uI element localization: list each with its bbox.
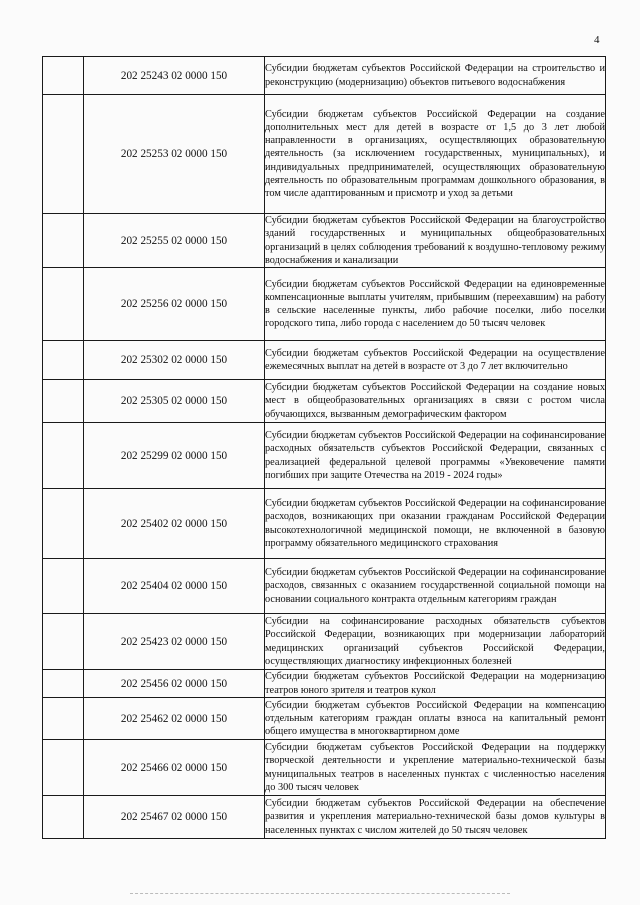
empty-cell [43, 698, 84, 740]
table-row [43, 559, 606, 614]
table-row [43, 489, 606, 559]
table-row [43, 214, 606, 268]
table-row [43, 268, 606, 341]
empty-cell [43, 740, 84, 796]
table-row [43, 698, 606, 740]
subsidy-description: Субсидии на софинансирование расходных обязательств субъектов Российской Федерации, возникающих при модернизации лабораторий медицинских организаций субъектов Российской Федерации, осуществляющих диагностику инфекционных болезней [265, 614, 606, 670]
budget-code: 202 25402 02 0000 150 [84, 489, 265, 559]
budget-code: 202 25305 02 0000 150 [84, 380, 265, 423]
table-row [43, 380, 606, 423]
empty-cell [43, 796, 84, 839]
budget-code: 202 25466 02 0000 150 [84, 740, 265, 796]
empty-cell [43, 614, 84, 670]
budget-code: 202 25299 02 0000 150 [84, 423, 265, 489]
budget-code: 202 25467 02 0000 150 [84, 796, 265, 839]
empty-cell [43, 95, 84, 214]
subsidy-description: Субсидии бюджетам субъектов Российской Федерации на софинансирование расходов, возникающих при оказании гражданам Российской Федерации высокотехнологичной медицинской помощи, не включенной в базовую программу обязательного медицинского страхования [265, 489, 606, 559]
budget-code: 202 25423 02 0000 150 [84, 614, 265, 670]
table-row [43, 57, 606, 95]
empty-cell [43, 559, 84, 614]
subsidy-description: Субсидии бюджетам субъектов Российской Федерации на создание новых мест в общеобразовательных организациях в связи с ростом числа обучающихся, вызванным демографическим фактором [265, 380, 606, 423]
subsidy-description: Субсидии бюджетам субъектов Российской Федерации на обеспечение развития и укрепления материально-технической базы домов культуры в населенных пунктах с числом жителей до 50 тысяч человек [265, 796, 606, 839]
subsidy-description: Субсидии бюджетам субъектов Российской Федерации на модернизацию театров юного зрителя и театров кукол [265, 671, 605, 696]
empty-cell [43, 380, 84, 423]
empty-cell [43, 341, 84, 380]
subsidy-description: Субсидии бюджетам субъектов Российской Федерации на компенсацию отдельным категориям граждан оплаты взноса на капитальный ремонт общего имущества в многоквартирном доме [265, 698, 606, 740]
table-row [43, 740, 606, 796]
budget-code: 202 25253 02 0000 150 [84, 95, 265, 214]
page-bottom-rule [130, 893, 510, 895]
table-row [43, 796, 606, 839]
subsidy-description: Субсидии бюджетам субъектов Российской Федерации на создание дополнительных мест для детей в возрасте от 1,5 до 3 лет любой направленности в организациях, осуществляющих образовательную деятельность (за исключением государственных, муниципальных), и индивидуальных предпринимателей, осуществляющих образовательную деятельность по образовательным программам дошкольного образования, в том числе адаптированным и присмотр и уход за детьми [265, 95, 606, 214]
subsidy-description: Субсидии бюджетам субъектов Российской Федерации на софинансирование расходов, связанных с оказанием государственной социальной помощи на основании социального контракта отдельным категориям граждан [265, 559, 606, 614]
empty-cell [43, 489, 84, 559]
empty-cell [43, 670, 84, 698]
subsidy-description: Субсидии бюджетам субъектов Российской Федерации на осуществление ежемесячных выплат на детей в возрасте от 3 до 7 лет включительно [265, 341, 606, 380]
table-row [43, 341, 606, 380]
subsidy-description: Субсидии бюджетам субъектов Российской Федерации на единовременные компенсационные выплаты учителям, прибывшим (переехавшим) на работу в сельские населенные пункты, либо рабочие поселки, либо поселки городского типа, либо города с населением до 50 тысяч человек [265, 268, 606, 341]
subsidy-description: Субсидии бюджетам субъектов Российской Федерации на поддержку творческой деятельности и укрепление материально-технической базы муниципальных театров в населенных пунктах с численностью населения до 300 тысяч человек [265, 740, 606, 796]
table-row [43, 423, 606, 489]
budget-code: 202 25462 02 0000 150 [84, 698, 265, 740]
empty-cell [43, 57, 84, 95]
table-row [43, 95, 606, 214]
budget-code: 202 25302 02 0000 150 [84, 341, 265, 380]
subsidy-description: Субсидии бюджетам субъектов Российской Федерации на благоустройство зданий государственных и муниципальных общеобразовательных организаций в целях соблюдения требований к воздушно-тепловому режиму водоснабжения и канализации [265, 215, 605, 266]
empty-cell [43, 268, 84, 341]
budget-code: 202 25256 02 0000 150 [84, 268, 265, 341]
budget-code: 202 25456 02 0000 150 [84, 670, 265, 698]
empty-cell [43, 423, 84, 489]
page-number: 4 [594, 34, 600, 46]
budget-code: 202 25243 02 0000 150 [84, 57, 265, 95]
budget-code: 202 25404 02 0000 150 [84, 559, 265, 614]
table-row [43, 614, 606, 670]
table-row [43, 670, 606, 698]
subsidy-description: Субсидии бюджетам субъектов Российской Федерации на строительство и реконструкцию (модернизацию) объектов питьевого водоснабжения [265, 57, 606, 95]
empty-cell [43, 214, 84, 268]
budget-code: 202 25255 02 0000 150 [84, 214, 265, 268]
subsidy-description: Субсидии бюджетам субъектов Российской Федерации на софинансирование расходных обязательств субъектов Российской Федерации, связанных с реализацией федеральной целевой программы «Увековечение памяти погибших при защите Отечества на 2019 - 2024 годы» [265, 423, 606, 489]
budget-classification-table [42, 56, 606, 839]
